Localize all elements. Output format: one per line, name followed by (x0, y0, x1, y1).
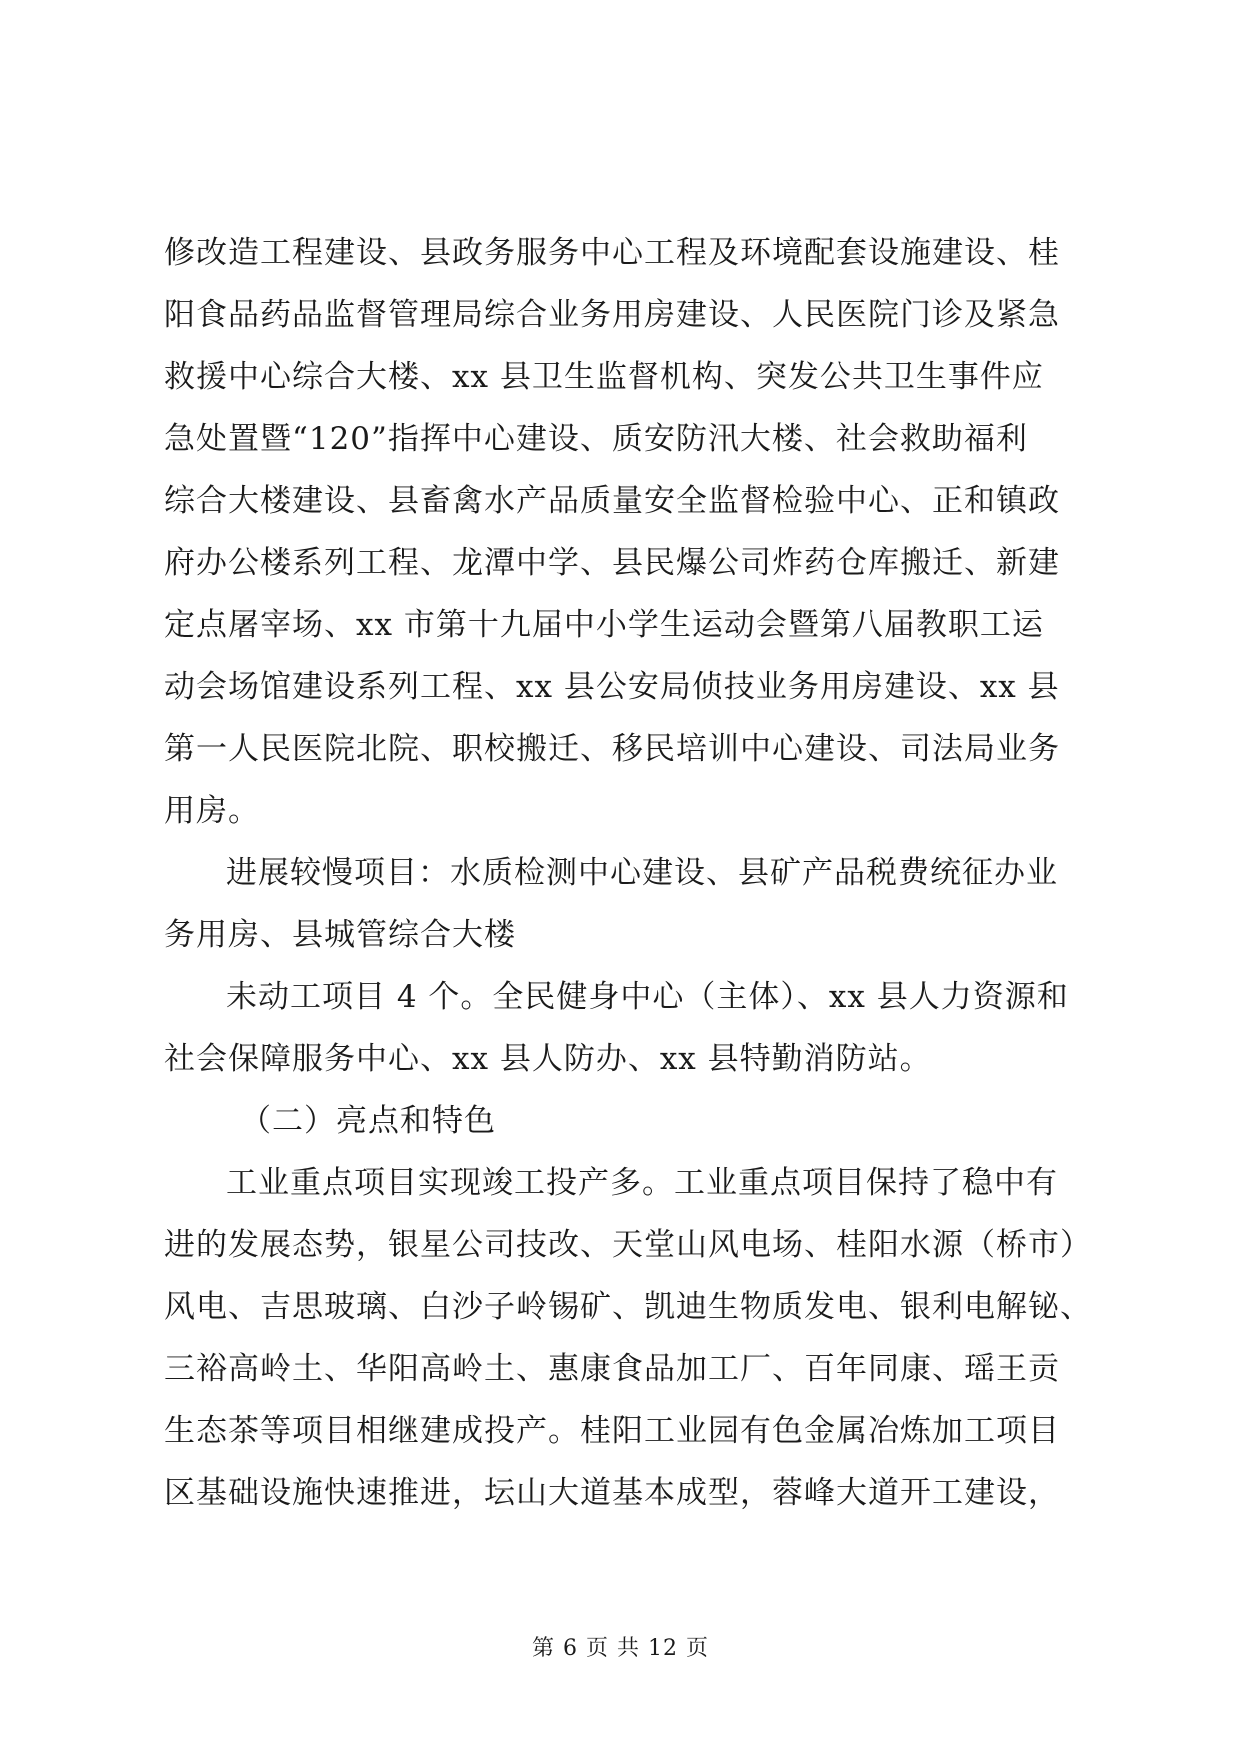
section-heading: （二）亮点和特色 (240, 1103, 496, 1139)
document-body (164, 222, 1092, 1524)
body-line: 社会保障服务中心、xx 县人防办、xx 县特勤消防站。 (164, 1041, 932, 1077)
body-line: 救援中心综合大楼、xx 县卫生监督机构、突发公共卫生事件应 (164, 359, 1044, 395)
body-line: 生态茶等项目相继建成投产。桂阳工业园有色金属冶炼加工项目 (164, 1413, 1060, 1449)
body-line: 动会场馆建设系列工程、xx 县公安局侦技业务用房建设、xx 县 (164, 669, 1060, 705)
paragraph-slow-projects: 进展较慢项目：水质检测中心建设、县矿产品税费统征办业 (226, 855, 1058, 891)
body-line: 府办公楼系列工程、龙潭中学、县民爆公司炸药仓库搬迁、新建 (164, 545, 1060, 581)
body-line: 定点屠宰场、xx 市第十九届中小学生运动会暨第八届教职工运 (164, 607, 1044, 643)
body-line: 进的发展态势，银星公司技改、天堂山风电场、桂阳水源（桥市） (164, 1227, 1092, 1263)
body-line: 综合大楼建设、县畜禽水产品质量安全监督检验中心、正和镇政 (164, 483, 1060, 519)
body-line: 风电、吉思玻璃、白沙子岭锡矿、凯迪生物质发电、银利电解铋、 (164, 1289, 1092, 1325)
body-line: 用房。 (164, 793, 260, 829)
paragraph-unstarted-projects: 未动工项目 4 个。全民健身中心（主体）、xx 县人力资源和 (226, 979, 1069, 1015)
body-line: 三裕高岭土、华阳高岭土、惠康食品加工厂、百年同康、瑶王贡 (164, 1351, 1060, 1387)
body-line: 修改造工程建设、县政务服务中心工程及环境配套设施建设、桂 (164, 235, 1060, 271)
body-line: 区基础设施快速推进，坛山大道基本成型，蓉峰大道开工建设， (164, 1475, 1060, 1511)
body-line: 阳食品药品监督管理局综合业务用房建设、人民医院门诊及紧急 (164, 297, 1060, 333)
body-line: 急处置暨“120”指挥中心建设、质安防汛大楼、社会救助福利 (164, 421, 1028, 457)
page-number-footer: 第 6 页 共 12 页 (532, 1636, 709, 1661)
body-line: 务用房、县城管综合大楼 (164, 917, 516, 953)
paragraph-industrial-projects: 工业重点项目实现竣工投产多。工业重点项目保持了稳中有 (226, 1165, 1058, 1201)
body-line: 第一人民医院北院、职校搬迁、移民培训中心建设、司法局业务 (164, 731, 1060, 767)
